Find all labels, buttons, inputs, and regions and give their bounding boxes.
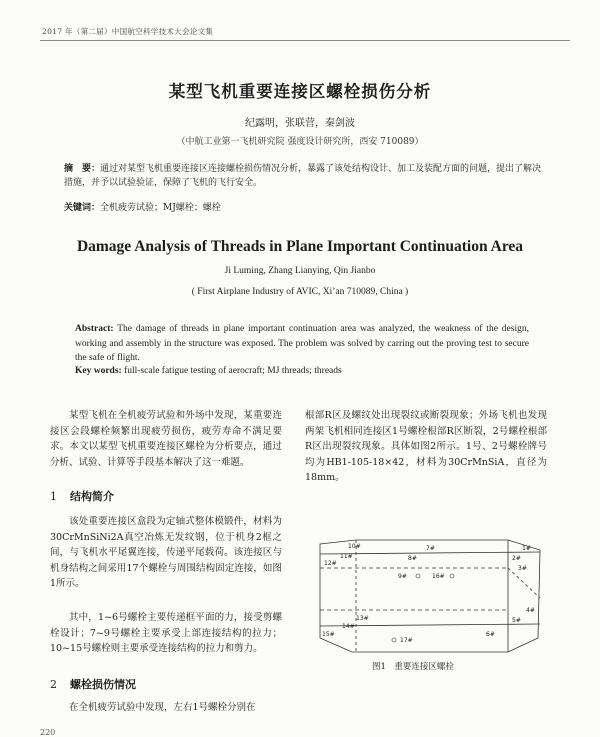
figure-outline bbox=[320, 540, 540, 652]
fig-label-5: 5# bbox=[512, 617, 521, 624]
fig-label-11: 11# bbox=[340, 553, 353, 560]
figure-1-diagram bbox=[312, 538, 548, 654]
chinese-authors: 纪露明，张联营，秦剑波 bbox=[245, 118, 355, 129]
chinese-abstract-label: 摘 要： bbox=[64, 164, 101, 174]
figure-diagonal-line bbox=[508, 568, 540, 598]
chinese-abstract-text: 通过对某型飞机重要连接区连接螺栓损伤情况分析，暴露了该处结构设计、加工及装配方面的问题，提出了解决措施，并予以试验验证，保障了飞机的飞行安全。 bbox=[64, 164, 542, 188]
fig-label-8: 8# bbox=[408, 555, 417, 562]
english-keywords-label: Key words: bbox=[75, 366, 122, 376]
figure-top-edge bbox=[320, 552, 540, 554]
english-keywords-text: full-scale fatigue testing of aerocraft; MJ threads; threads bbox=[124, 366, 342, 376]
section-2-paragraph-1: 在全机疲劳试验中发现，左右1号螺栓分别在 bbox=[69, 702, 256, 713]
section-1-heading bbox=[50, 488, 282, 504]
section-2-title: 螺栓损伤情况 bbox=[70, 678, 136, 691]
section-2-number: 2 bbox=[50, 678, 57, 691]
page-number: 220 bbox=[40, 728, 56, 737]
english-abstract bbox=[75, 322, 529, 366]
english-title: Damage Analysis of Threads in Plane Important Continuation Area bbox=[76, 238, 524, 255]
chinese-affiliation: （中航工业第一飞机研究院 强度设计研究所，西安 710089） bbox=[176, 137, 424, 147]
bolt-hole-16 bbox=[450, 574, 454, 578]
section-1-title: 结构简介 bbox=[70, 490, 114, 503]
fig-label-9: 9# bbox=[398, 573, 407, 580]
section-1-paragraph-2: 其中，1~6号螺栓主要传递框平面的力，接受剪螺栓设计；7~9号螺栓主要承受上部连接结构的拉力；10~15号螺栓则主要承受连接结构的拉力和剪力。 bbox=[50, 612, 282, 654]
bolt-hole-17 bbox=[392, 638, 396, 642]
fig-label-13: 13# bbox=[356, 615, 369, 622]
section-1-paragraph-1: 该处重要连接区盒段为定轴式整体模锻件，材料为30CrMnSiNi2A真空冶炼无发纹钢，位于机身2框之间，与飞机水平尾翼连接，传递平尾载荷。该连接区与机身结构之间采用17个螺栓与周围结构固定连接，如图1所示。 bbox=[50, 516, 282, 589]
section-2-heading bbox=[50, 676, 282, 692]
fig-label-1: 1# bbox=[522, 545, 531, 552]
fig-label-4: 4# bbox=[526, 607, 535, 614]
intro-paragraph: 某型飞机在全机疲劳试验和外场中发现，某重要连接区会段螺栓频繁出现疲劳损伤，疲劳寿命不满足要求。本文以某型飞机重要连接区螺栓为分析要点，通过分析、试验、计算等手段基本解决了这一难题。 bbox=[50, 410, 282, 468]
english-affiliation: ( First Airplane Industry of AVIC, Xi’an 710089, China ) bbox=[191, 287, 409, 297]
fig-label-3: 3# bbox=[518, 565, 527, 572]
fig-label-14: 14# bbox=[342, 623, 355, 630]
fig-label-15: 15# bbox=[322, 631, 335, 638]
chinese-keywords bbox=[64, 200, 542, 213]
chinese-abstract bbox=[64, 162, 542, 190]
english-abstract-label: Abstract: bbox=[75, 324, 114, 334]
english-authors: Ji Luming, Zhang Lianying, Qin Jianbo bbox=[224, 266, 376, 276]
fig-label-7: 7# bbox=[426, 545, 435, 552]
section-1-number: 1 bbox=[50, 490, 57, 503]
fig-label-12: 12# bbox=[324, 560, 337, 567]
english-keywords bbox=[75, 366, 529, 376]
header-rule bbox=[40, 40, 570, 41]
bolt-hole-9 bbox=[416, 574, 420, 578]
figure-1-caption: 图1 重要连接区螺栓 bbox=[372, 662, 454, 672]
fig-label-6: 6# bbox=[486, 631, 495, 638]
chinese-keywords-label: 关键词： bbox=[64, 203, 101, 213]
right-column-paragraph: 根部R区及螺纹处出现裂纹或断裂现象；外场飞机也发现两架飞机相同连接区1号螺栓根部R区断裂，2号螺栓根部R区出现裂纹现象。具体如图2所示。1号、2号螺栓牌号均为HB1-105-18×42，材料为30CrMnSiA，直径为18mm。 bbox=[305, 410, 547, 483]
chinese-title: 某型飞机重要连接区螺栓损伤分析 bbox=[168, 82, 432, 101]
fig-label-16: 16# bbox=[432, 573, 445, 580]
english-abstract-text: The damage of threads in plane important continuation area was analyzed, the weakness of the design, working and assembly in the structure was exposed. The problem was solved by carring out the proving test to secure the safe of flight. bbox=[75, 324, 529, 363]
fig-label-10: 10# bbox=[348, 543, 361, 550]
fig-label-17: 17# bbox=[400, 637, 413, 644]
running-header: 2017 年（第二届）中国航空科学技术大会论文集 bbox=[42, 27, 214, 36]
chinese-keywords-text: 全机疲劳试验；MJ螺栓；螺栓 bbox=[100, 203, 221, 213]
fig-label-2: 2# bbox=[512, 555, 521, 562]
